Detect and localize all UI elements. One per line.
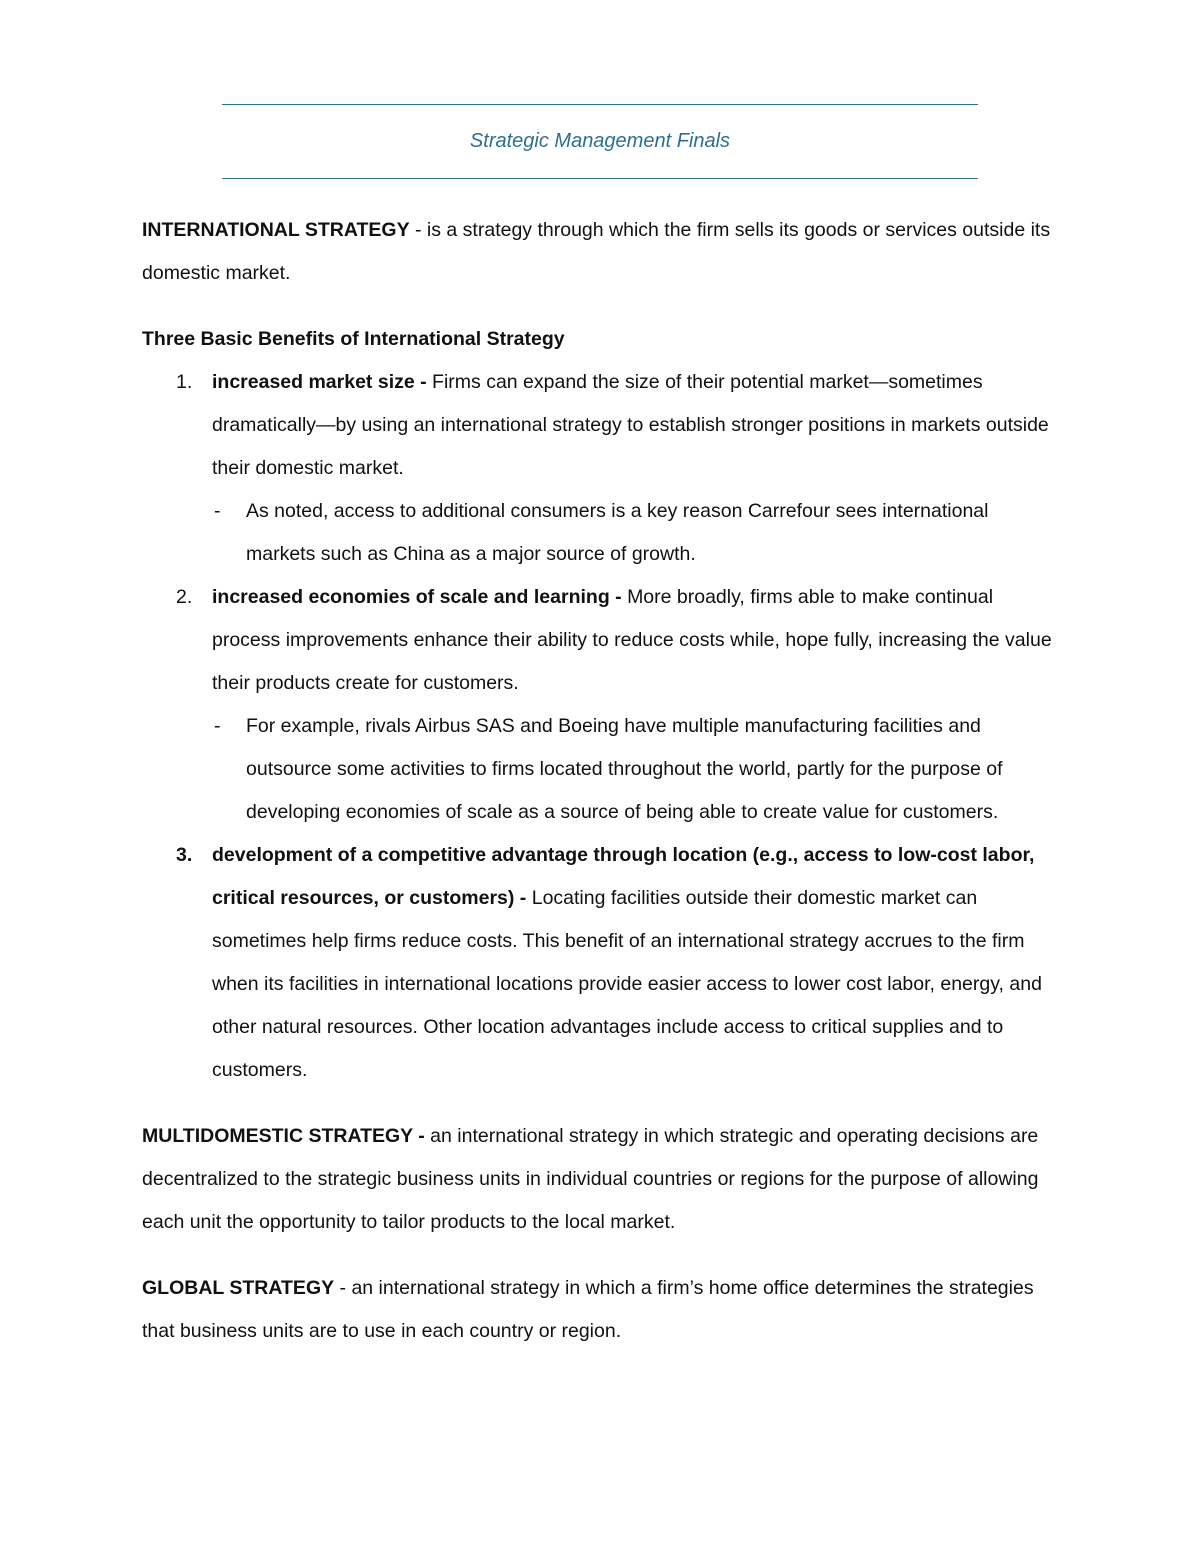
multidomestic-strategy-definition: an international strategy in which strategic and operating decisions are decentralized to the strategic business units in individual countries or regions for the purpose of allowing each unit the opportunity to tailor products to the local market.: [142, 1125, 1039, 1233]
global-strategy-term: GLOBAL STRATEGY: [142, 1277, 335, 1299]
benefit-bullet: [142, 490, 1062, 576]
benefit-description: More broadly, firms able to make continual process improvements enhance their ability to reduce costs while, hope fully, increasing the value their products create for customers.: [212, 586, 1052, 694]
benefit-number: 2.: [176, 586, 193, 608]
benefit-description: Firms can expand the size of their potential market—sometimes dramatically—by using an international strategy to establish stronger positions in markets outside their domestic market.: [212, 371, 1049, 479]
international-strategy-paragraph: [142, 209, 1062, 295]
benefit-text: [212, 834, 1062, 1092]
benefit-title: increased market size -: [212, 371, 433, 393]
benefit-bullet-text: As noted, access to additional consumers is a key reason Carrefour sees international markets such as China as a major source of growth.: [246, 500, 989, 565]
global-strategy-definition: - an international strategy in which a firm’s home office determines the strategies that business units are to use in each country or region.: [142, 1277, 1034, 1342]
benefit-item: [142, 834, 1062, 1092]
dash-bullet-icon: -: [214, 500, 221, 522]
benefit-description: Locating facilities outside their domestic market can sometimes help firms reduce costs. This benefit of an international strategy accrues to the firm when its facilities in international locations provide easier access to lower cost labor, energy, and other natural resources. Other location advantages include access to critical supplies and to customers.: [212, 887, 1042, 1081]
header-rule-bottom: [222, 178, 978, 179]
benefit-text: [212, 361, 1062, 490]
international-strategy-definition: - is a strategy through which the firm sells its goods or services outside its domestic market.: [142, 219, 1051, 284]
document-body: [142, 209, 1062, 1353]
multidomestic-strategy-paragraph: [142, 1115, 1062, 1244]
benefit-item: [142, 576, 1062, 834]
benefit-number: 1.: [176, 371, 193, 393]
document-title: Strategic Management Finals: [469, 130, 731, 152]
international-strategy-term: INTERNATIONAL STRATEGY: [142, 219, 410, 241]
benefit-title: increased economies of scale and learning -: [212, 586, 628, 608]
benefit-title: development of a competitive advantage through location (e.g., access to low-cost labor, critical resources, or customers) -: [212, 844, 1035, 909]
benefit-bullet-text: For example, rivals Airbus SAS and Boeing have multiple manufacturing facilities and outsource some activities to firms located throughout the world, partly for the purpose of developing economies of scale as a source of being able to create value for customers.: [246, 715, 1003, 823]
multidomestic-strategy-term: MULTIDOMESTIC STRATEGY -: [142, 1125, 431, 1147]
benefits-heading: Three Basic Benefits of International Strategy: [142, 328, 565, 350]
benefit-text: [212, 576, 1062, 705]
global-strategy-paragraph: [142, 1267, 1062, 1353]
benefit-bullet: [142, 705, 1062, 834]
header-rule-top: [222, 104, 978, 105]
dash-bullet-icon: -: [214, 715, 221, 737]
benefits-list: [142, 361, 1062, 1092]
benefit-item: [142, 361, 1062, 576]
benefit-number: 3.: [176, 844, 193, 866]
